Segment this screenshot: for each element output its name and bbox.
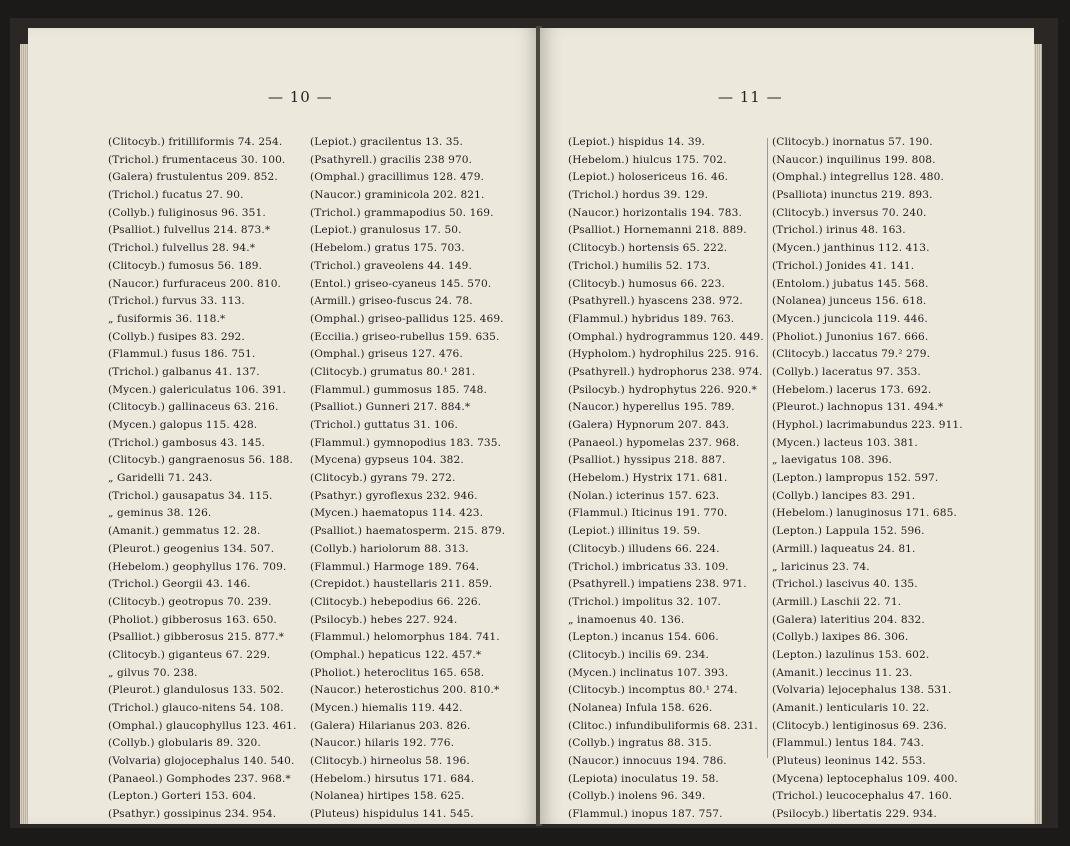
index-entry: (Clitocyb.) fumosus 56. 189. [108,259,263,272]
index-entry: (Psathyr.) gossipinus 234. 954. [108,808,277,821]
index-entry: (Trichol.) guttatus 31. 106. [310,419,458,431]
index-entry: (Psalliot.) hyssipus 218. 887. [568,454,726,467]
column-divider [767,138,768,758]
index-entry: (Clitocyb.) incomptus 80.¹ 274. [568,684,738,697]
index-entry: (Nolanea) Infula 158. 626. [568,702,713,714]
index-entry: (Collyb.) inolens 96. 349. [568,790,706,803]
index-entry: (Flammul.) fusus 186. 751. [108,348,256,361]
index-entry: (Psalliot.) Hornemanni 218. 889. [568,224,747,237]
index-entry: (Lepton.) lazulinus 153. 602. [772,648,930,661]
index-entry: (Pholiot.) heteroclitus 165. 658. [310,666,485,679]
index-entry: (Omphal.) hydrogrammus 120. 449. [568,330,764,343]
index-entry: (Clitocyb.) laccatus 79.² 279. [772,348,931,361]
page-number-right: — 11 — [718,88,783,106]
index-entry: (Trichol.) graveolens 44. 149. [310,259,472,272]
index-entry: (Omphal.) glaucophyllus 123. 461. [108,719,297,732]
index-entry: (Trichol.) hordus 39. 129. [568,189,709,202]
index-entry: (Omphal.) griseo-pallidus 125. 469. [310,312,504,325]
index-entry: (Trichol.) gambosus 43. 145. [108,436,266,449]
index-entry: (Psilocyb.) hebes 227. 924. [310,613,458,626]
index-entry: (Hebelom.) lanuginosus 171. 685. [772,507,957,520]
index-entry: (Lepiot.) granulosus 17. 50. [310,224,462,237]
index-entry: (Lepton.) incanus 154. 606. [568,631,719,644]
index-entry: (Trichol.) leucocephalus 47. 160. [772,790,953,803]
page-edges-left [20,44,28,824]
index-entry: (Mycen.) inclinatus 107. 393. [568,666,729,679]
index-entry: (Pholiot.) gibberosus 163. 650. [108,613,277,626]
index-entry: (Galera) Hypnorum 207. 843. [568,419,730,431]
index-entry: (Flammul.) Harmoge 189. 764. [310,560,480,573]
index-entry: (Omphal.) gracillimus 128. 479. [310,171,485,184]
index-entry: (Trichol.) gausapatus 34. 115. [108,489,273,502]
index-entry: (Amanit.) leccinus 11. 23. [772,666,913,679]
index-entry: (Collyb.) laceratus 97. 353. [772,365,921,378]
index-entry: (Mycen.) lacteus 103. 381. [772,436,918,449]
index-entry: (Hebelom.) lacerus 173. 692. [772,383,932,396]
index-entry: (Clitocyb.) gallinaceus 63. 216. [108,401,279,414]
index-entry: „ laricinus 23. 74. [772,560,870,573]
page-number-left: — 10 — [268,88,333,106]
index-entry: (Flammul.) Iticinus 191. 770. [568,507,728,520]
index-entry: (Pholiot.) Junonius 167. 666. [772,330,929,343]
index-entry: (Collyb.) globularis 89. 320. [108,737,261,750]
index-entry: (Pleurot.) geogenius 134. 507. [108,542,275,555]
index-column-right-1 [568,134,764,824]
index-entry: (Armill.) laqueatus 24. 81. [772,542,916,555]
index-entry: (Lepiota) inoculatus 19. 58. [568,772,719,785]
page-edges-right [1034,44,1042,824]
index-entry: (Naucor.) furfuraceus 200. 810. [108,277,282,290]
index-entry: (Trichol.) impolitus 32. 107. [568,595,721,608]
index-entry: (Crepidot.) haustellaris 211. 859. [310,578,493,591]
index-entry: (Armill.) griseo-fuscus 24. 78. [310,295,473,308]
index-entry: (Naucor.) graminicola 202. 821. [310,189,485,202]
index-entry: (Hebelom.) gratus 175. 703. [310,242,465,255]
index-entry: (Naucor.) horizontalis 194. 783. [568,206,742,219]
index-entry: (Pluteus) leoninus 142. 553. [772,755,926,768]
index-entry: „ laevigatus 108. 396. [772,454,892,467]
index-entry: (Collyb.) lancipes 83. 291. [772,489,916,502]
index-entry: (Nolan.) icterinus 157. 623. [568,489,720,502]
index-entry: (Hypholom.) hydrophilus 225. 916. [568,348,759,361]
index-entry: (Collyb.) hariolorum 88. 313. [310,542,469,555]
index-entry: (Psalliot.) fulvellus 214. 873.* [108,224,271,237]
index-entry: (Nolanea) junceus 156. 618. [772,295,927,308]
index-entry: (Eccilia.) griseo-rubellus 159. 635. [310,330,500,343]
index-entry: (Hebelom.) Hystrix 171. 681. [568,472,728,485]
index-entry: (Mycen.) haematopus 114. 423. [310,507,484,520]
index-column-left-2 [310,134,505,824]
index-entry: (Trichol.) frumentaceus 30. 100. [108,153,286,166]
index-entry: (Galera) lateritius 204. 832. [772,613,925,626]
index-entry: (Entol.) griseo-cyaneus 145. 570. [310,277,492,290]
index-entry: (Psathyr.) gyroflexus 232. 946. [310,489,478,502]
index-entry: (Psilocyb.) hydrophytus 226. 920.* [568,383,757,396]
index-entry: (Pleurot.) glandulosus 133. 502. [108,684,284,697]
index-entry: (Trichol.) irinus 48. 163. [772,224,906,237]
index-entry: „ geminus 38. 126. [108,507,212,520]
index-entry: (Clitoc.) infundibuliformis 68. 231. [568,719,758,732]
index-entry: (Amanit.) gemmatus 12. 28. [108,525,261,538]
index-entry: (Panaeol.) Gomphodes 237. 968.* [108,772,291,785]
book-spread [10,18,1058,828]
index-entry: (Flammul.) helomorphus 184. 741. [310,631,500,644]
index-entry: (Clitocyb.) inversus 70. 240. [772,206,927,219]
index-entry: (Trichol.) Jonides 41. 141. [772,259,915,272]
index-entry: (Flammul.) gummosus 185. 748. [310,383,487,396]
index-entry: (Mycen.) janthinus 112. 413. [772,242,930,255]
index-entry: (Lepiot.) holosericeus 16. 46. [568,171,729,184]
index-entry: (Mycen.) hiemalis 119. 442. [310,702,463,714]
index-entry: (Psalliot.) haematosperm. 215. 879. [310,525,506,538]
index-entry: „ fusiformis 36. 118.* [108,312,226,325]
index-entry: (Panaeol.) hypomelas 237. 968. [568,436,740,449]
index-entry: (Mycen.) juncicola 119. 446. [772,312,928,325]
index-entry: (Psathyrell.) impatiens 238. 971. [568,578,747,591]
index-entry: (Trichol.) imbricatus 33. 109. [568,560,729,573]
index-entry: (Clitocyb.) hirneolus 58. 196. [310,755,470,768]
index-entry: (Psathyrell.) hyascens 238. 972. [568,295,743,308]
index-entry: (Flammul.) hybridus 189. 763. [568,312,735,325]
index-entry: (Clitocyb.) geotropus 70. 239. [108,595,272,608]
index-entry: (Lepiot.) illinitus 19. 59. [568,525,701,538]
index-entry: (Clitocyb.) inornatus 57. 190. [772,136,933,148]
index-entry: „ gilvus 70. 238. [108,666,198,679]
index-entry: (Hyphol.) lacrimabundus 223. 911. [772,419,963,431]
index-entry: (Psathyrell.) hydrophorus 238. 974. [568,365,763,378]
index-entry: (Lepiot.) hispidus 14. 39. [568,136,705,148]
index-entry: (Naucor.) heterostichus 200. 810.* [310,684,500,697]
index-entry: (Galera) frustulentus 209. 852. [108,171,278,184]
index-entry: (Collyb.) fusipes 83. 292. [108,330,245,343]
index-entry: (Flammul.) gymnopodius 183. 735. [310,436,502,449]
index-entry: (Clitocyb.) giganteus 67. 229. [108,648,271,661]
index-entry: (Clitocyb.) gangraenosus 56. 188. [108,454,293,467]
index-entry: (Lepton.) lampropus 152. 597. [772,472,939,485]
index-entry: (Clitocyb.) lentiginosus 69. 236. [772,719,947,732]
index-entry: (Clitocyb.) humosus 66. 223. [568,277,725,290]
index-entry: (Trichol.) galbanus 41. 137. [108,365,260,378]
left-page [28,28,538,824]
index-entry: (Psalliot.) Gunneri 217. 884.* [310,401,471,414]
index-entry: (Mycen.) galopus 115. 428. [108,419,258,431]
index-entry: (Psalliota) inunctus 219. 893. [772,189,933,202]
index-entry: (Trichol.) glauco-nitens 54. 108. [108,702,284,714]
index-entry: (Galera) Hilarianus 203. 826. [310,719,471,732]
index-entry: (Volvaria) glojocephalus 140. 540. [108,755,295,768]
index-entry: „ inamoenus 40. 136. [568,613,685,626]
index-entry: (Trichol.) furvus 33. 113. [108,295,245,308]
index-entry: (Clitocyb.) illudens 66. 224. [568,542,720,555]
index-entry: (Collyb.) ingratus 88. 315. [568,737,712,750]
index-entry: (Trichol.) Georgii 43. 146. [108,578,251,591]
index-entry: (Naucor.) inquilinus 199. 808. [772,153,936,166]
index-entry: (Trichol.) fulvellus 28. 94.* [108,242,256,255]
index-entry: (Trichol.) humilis 52. 173. [568,259,711,272]
index-entry: (Entolom.) jubatus 145. 568. [772,277,929,290]
index-entry: (Naucor.) hyperellus 195. 789. [568,401,735,414]
index-column-left-1 [108,134,297,824]
index-entry: (Omphal.) integrellus 128. 480. [772,171,944,184]
index-entry: (Mycen.) galericulatus 106. 391. [108,383,287,396]
index-entry: (Psilocyb.) libertatis 229. 934. [772,808,937,821]
index-entry: (Flammul.) inopus 187. 757. [568,808,723,821]
index-entry: (Clitocyb.) hebepodius 66. 226. [310,595,482,608]
index-entry: (Clitocyb.) gyrans 79. 272. [310,472,456,485]
index-entry: (Omphal.) hepaticus 122. 457.* [310,648,482,661]
index-entry: (Omphal.) griseus 127. 476. [310,348,463,361]
index-entry: (Hebelom.) hiulcus 175. 702. [568,153,727,166]
index-entry: (Naucor.) innocuus 194. 786. [568,755,727,768]
index-entry: (Mycena) leptocephalus 109. 400. [772,772,958,785]
index-entry: (Trichol.) lascivus 40. 135. [772,578,918,591]
index-entry: (Mycena) gypseus 104. 382. [310,454,464,467]
index-entry: (Lepton.) Lappula 152. 596. [772,525,925,538]
index-entry: (Clitocyb.) hortensis 65. 222. [568,242,728,255]
index-entry: (Hebelom.) hirsutus 171. 684. [310,772,475,785]
index-column-right-2 [772,134,963,824]
index-entry: (Clitocyb.) fritilliformis 74. 254. [108,136,283,148]
index-entry: (Collyb.) laxipes 86. 306. [772,631,909,644]
index-entry: (Hebelom.) geophyllus 176. 709. [108,560,287,573]
index-entry: (Trichol.) grammapodius 50. 169. [310,206,494,219]
index-entry: (Trichol.) fucatus 27. 90. [108,189,244,202]
index-entry: (Collyb.) fuliginosus 96. 351. [108,206,266,219]
index-entry: „ Garidelli 71. 243. [108,472,213,485]
index-entry: (Flammul.) lentus 184. 743. [772,737,924,750]
index-entry: (Clitocyb.) incilis 69. 234. [568,648,709,661]
index-entry: (Nolanea) hirtipes 158. 625. [310,790,465,803]
index-entry: (Volvaria) lejocephalus 138. 531. [772,684,952,697]
index-entry: (Psathyrell.) gracilis 238 970. [310,153,473,166]
index-entry: (Pluteus) hispidulus 141. 545. [310,808,474,821]
index-entry: (Naucor.) hilaris 192. 776. [310,737,455,750]
index-entry: (Amanit.) lenticularis 10. 22. [772,702,930,714]
right-page [540,28,1034,824]
index-entry: (Psalliot.) gibberosus 215. 877.* [108,631,285,644]
index-entry: (Pleurot.) lachnopus 131. 494.* [772,401,944,414]
index-entry: (Armill.) Laschii 22. 71. [772,595,902,608]
index-entry: (Lepton.) Gorteri 153. 604. [108,790,257,803]
index-entry: (Clitocyb.) grumatus 80.¹ 281. [310,365,476,378]
index-entry: (Lepiot.) gracilentus 13. 35. [310,136,463,148]
